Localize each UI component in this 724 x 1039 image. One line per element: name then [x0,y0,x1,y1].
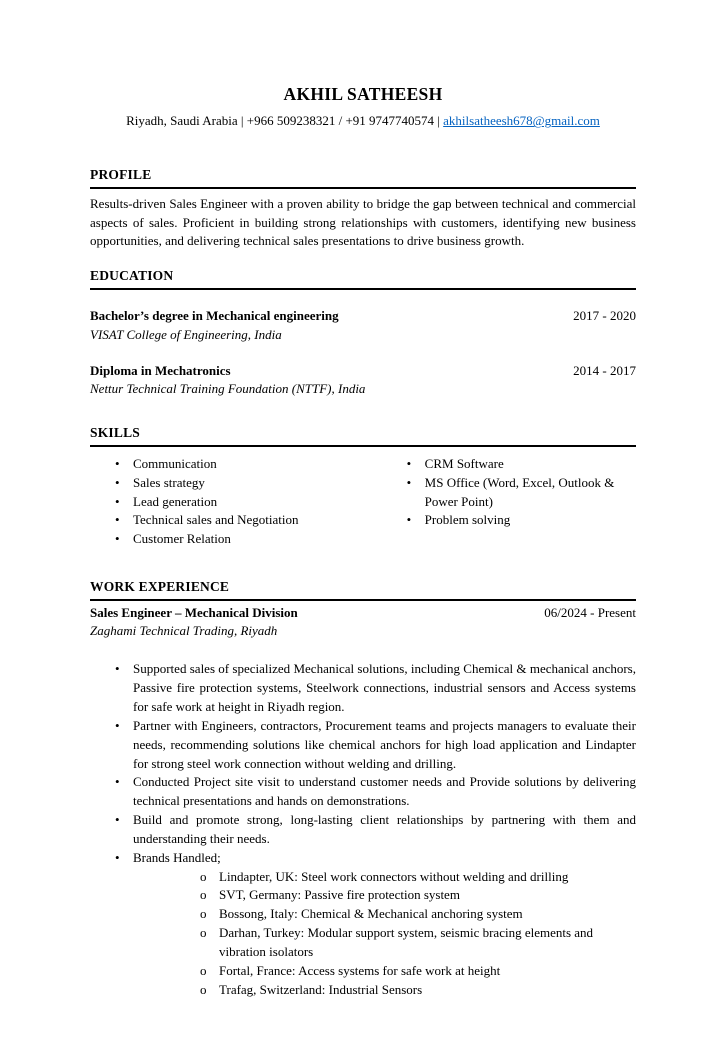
profile-heading: PROFILE [90,165,636,189]
profile-summary-text: Results-driven Sales Engineer with a proven ability to bridge the gap between technical and commercial aspects of sales. Proficient in building strong relationships with customers, identifying new business opportunities, and delivering technical sales presentations to drive business growth. [90,195,636,249]
skill-label: Communication [133,455,217,471]
brand-text: Bossong, Italy: Chemical & Mechanical anchoring system [219,906,523,922]
sub-bullet-icon: o [200,906,207,922]
skill-label: Sales strategy [133,474,205,490]
skill-label: CRM Software [424,455,504,471]
skills-heading: SKILLS [90,423,636,447]
skill-label: MS Office (Word, Excel, Outlook & Power Point) [424,474,615,509]
brands-handled-label: Brands Handled; [133,849,221,865]
skill-item [407,455,636,474]
bullet-icon: • [115,512,120,528]
skill-item [90,493,407,512]
work-bullet-text: Conducted Project site visit to understand customer needs and Provide solutions by delivering technical presentations and hands on demonstrations. [133,774,636,809]
skills-section [90,423,636,549]
work-bullet-brands-label [90,849,636,868]
brand-text: Lindapter, UK: Steel work connectors without welding and drilling [219,868,569,884]
skills-column-left [90,455,407,549]
work-bullet-text: Build and promote strong, long-lasting client relationships by partnering with them and understanding their needs. [133,812,636,846]
bullet-icon: • [115,717,120,733]
work-bullet [90,660,636,717]
brand-text: Trafag, Switzerland: Industrial Sensors [219,981,423,997]
education-section [90,266,636,399]
brand-sub-bullet [90,905,636,924]
skills-columns [90,455,636,549]
sub-bullet-icon: o [200,981,207,997]
bullet-icon: • [115,661,120,677]
brand-sub-bullet [90,981,636,1000]
school-name: Nettur Technical Training Foundation (NTTF), India [90,381,366,397]
skill-label: Lead generation [133,493,218,509]
education-entry [90,362,636,400]
skill-label: Problem solving [424,512,511,528]
bullet-icon: • [115,849,120,865]
skill-label: Customer Relation [133,531,231,547]
skill-label: Technical sales and Negotiation [133,512,299,528]
skill-item [90,530,407,549]
job-title: Sales Engineer – Mechanical Division [90,604,298,620]
bullet-icon: • [115,455,120,471]
work-bullet [90,811,636,849]
company-name: Zaghami Technical Trading, Riyadh [90,623,278,639]
bullet-icon: • [115,774,120,790]
school-name: VISAT College of Engineering, India [90,326,282,342]
skill-item [90,455,407,474]
job-title-row [90,604,636,623]
skill-item [90,474,407,493]
job-dates: 06/2024 - Present [544,604,636,620]
brand-sub-bullet [90,886,636,905]
work-bullet-text: Supported sales of specialized Mechanical solutions, including Chemical & mechanical anchors, Passive fire protection systems, Steelwork connections, industrial sensors and Access systems for safe work at height in Riyadh region. [133,661,636,714]
sub-bullet-icon: o [200,925,207,941]
degree-dates: 2017 - 2020 [573,307,636,323]
bullet-icon: • [115,493,120,509]
brand-text: Darhan, Turkey: Modular support system, seismic bracing elements and vibration isolators [219,925,594,959]
candidate-name: AKHIL SATHEESH [283,84,443,104]
brand-text: SVT, Germany: Passive fire protection system [219,887,460,903]
degree-title: Bachelor’s degree in Mechanical engineering [90,307,339,323]
work-bullet-text: Partner with Engineers, contractors, Procurement teams and projects managers to evaluate their needs, recommending solutions like chemical anchors for high load application and Lindapter for strong steel work connection without welding and drilling. [133,717,636,771]
bullet-icon: • [115,531,120,547]
bullet-icon: • [115,474,120,490]
sub-bullet-icon: o [200,868,207,884]
work-bullet [90,717,636,774]
degree-title: Diploma in Mechatronics [90,362,231,378]
brand-sub-bullet [90,868,636,887]
degree-dates: 2014 - 2017 [573,362,636,378]
contact-location-phones: Riyadh, Saudi Arabia | +966 509238321 / +91 9747740574 | [126,113,444,129]
contact-line [90,112,636,131]
skill-item [407,474,636,512]
brand-text: Fortal, France: Access systems for safe work at height [219,962,501,978]
education-heading: EDUCATION [90,266,636,290]
skill-item [90,511,407,530]
work-experience-heading: WORK EXPERIENCE [90,577,636,601]
work-experience-section [90,577,636,999]
bullet-icon: • [406,474,412,490]
sub-bullet-icon: o [200,887,207,903]
brand-sub-bullet [90,962,636,981]
skill-item [407,511,636,530]
profile-section [90,165,636,251]
work-bullet-list [90,660,636,999]
education-entry [90,307,636,345]
email-link[interactable]: akhilsatheesh678@gmail.com [443,113,600,129]
sub-bullet-icon: o [200,962,207,978]
bullet-icon: • [115,812,120,828]
work-bullet [90,773,636,811]
bullet-icon: • [406,512,412,528]
skills-column-right [407,455,636,549]
bullet-icon: • [406,455,412,471]
brand-sub-bullet [90,924,636,962]
